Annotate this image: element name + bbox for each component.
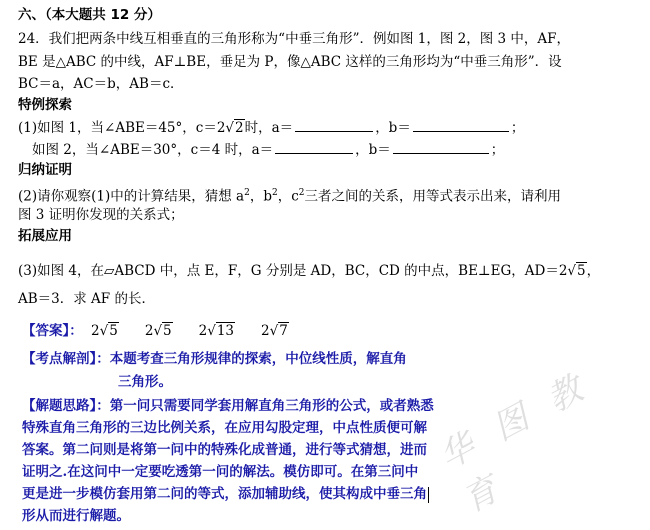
answer-values [87, 323, 289, 339]
problem-line-1: 24．我们把两条中线互相垂直的三角形称为“中垂三角形”．例如图 1，图 2，图 3 中，AF， [18, 31, 571, 47]
approach-line-4: 证明之.在这问中一定要吃透第一问的解法。模仿即可。在第三问中 [22, 464, 419, 480]
analysis-text-1: 本题考查三角形规律的探索，中位线性质，解直角 [109, 351, 407, 367]
heading-special: 特例探索 [18, 97, 72, 113]
q1-part1-prefix: (1)如图 1，当∠ABE＝45°，c＝2 [18, 120, 226, 136]
q2-line-1 [18, 184, 561, 206]
q2-text-d: 三者之间的关系，用等式表示出来，请利用 [304, 188, 562, 205]
answer-radicand: 5 [163, 323, 172, 339]
sqrt-symbol: √5 [153, 323, 172, 339]
q2-text-a: (2)请你观察(1)中的计算结果，猜想 a [18, 188, 245, 205]
q1-part1 [18, 119, 524, 137]
answer-value [199, 323, 235, 339]
section-number: 六、 [18, 7, 45, 23]
sqrt-symbol: √13 [207, 323, 235, 339]
answer-label: 【答案】： [22, 323, 83, 339]
answer-blank-a2[interactable] [275, 141, 353, 154]
problem-line-2: BE 是△ABC 的中线，AF⊥BE，垂足为 P，像△ABC 这样的三角形均为“中垂三角形”．设 [18, 54, 562, 70]
analysis-label: 【考点解剖】： [22, 351, 110, 367]
sqrt-symbol: √2 [225, 120, 244, 136]
answer-coefficient: 2 [198, 323, 208, 339]
q1-part1-mid: 时，a＝ [244, 120, 294, 136]
approach-line-1 [22, 397, 434, 415]
q2-text-c: ，c [277, 188, 299, 205]
answer-blank-b1[interactable] [413, 119, 509, 132]
heading-induction: 归纳证明 [18, 162, 72, 178]
heading-extension: 拓展应用 [18, 228, 72, 244]
answer-radicand: 5 [109, 323, 118, 339]
answer-radicand: 7 [279, 323, 288, 339]
approach-line-3: 答案。第二问则是将第一问中的特殊化成普通，进行等式猜想，进而 [22, 442, 427, 458]
sqrt-symbol: √5 [99, 323, 118, 339]
q1-part2-end: ； [490, 142, 505, 158]
answer-coefficient: 2 [144, 323, 154, 339]
approach-label: 【解题思路】： [22, 398, 110, 414]
text-cursor [428, 487, 429, 503]
superscript: 2 [271, 188, 278, 198]
superscript: 2 [298, 188, 305, 198]
approach-line-6: 形从而进行解题。 [22, 508, 130, 524]
q2-line-2: 图 3 证明你发现的关系式； [18, 207, 184, 223]
q1-part1-b: ，b＝ [375, 120, 411, 136]
q1-radicand: 2 [235, 120, 244, 136]
q2-text-b: ，b [249, 188, 272, 205]
q3-text-end: ， [586, 263, 601, 279]
answer-blank-a1[interactable] [295, 119, 373, 132]
q3-radicand: 5 [577, 263, 586, 279]
analysis-line-2: 三角形。 [118, 374, 172, 390]
q1-part1-end: ； [510, 120, 525, 136]
watermark-logo: 华 图 教 育 [433, 365, 597, 521]
approach-line-5 [22, 485, 429, 503]
answer-value [145, 323, 173, 339]
answer-radicand: 13 [216, 323, 235, 339]
problem-line-3: BC＝a，AC＝b，AB＝c． [18, 76, 184, 92]
section-score-note: （本大题共 12 分） [45, 7, 161, 23]
answer-blank-b2[interactable] [393, 141, 489, 154]
q3-text-a: (3)如图 4，在▱ABCD 中，点 E，F，G 分别是 AD，BC，CD 的中点，BE⊥EG，AD＝2 [18, 263, 568, 279]
answer-coefficient: 2 [91, 323, 100, 339]
approach-text-1: 第一问只需要同学套用解直角三角形的公式，或者熟悉 [109, 398, 434, 414]
q3-line-2: AB＝3．求 AF 的长． [18, 291, 155, 307]
q3-line-1 [18, 262, 600, 280]
sqrt-symbol: √5 [567, 263, 586, 279]
answer-value [91, 323, 119, 339]
q1-part2-prefix: 如图 2，当∠ABE＝30°，c＝4 时，a＝ [32, 142, 274, 158]
q1-part2 [32, 141, 504, 159]
sqrt-symbol: √7 [269, 323, 288, 339]
answer-line [22, 322, 289, 340]
answer-coefficient: 2 [261, 323, 270, 339]
analysis-line-1 [22, 350, 407, 368]
superscript: 2 [244, 188, 250, 198]
approach-text-5: 更是进一步模仿套用第二问的等式，添加辅助线，使其构成中垂三角 [22, 486, 427, 502]
answer-value [261, 323, 289, 339]
q1-part2-b: ，b＝ [355, 142, 391, 158]
approach-line-2: 特殊直角三角形的三边比例关系，在应用勾股定理，中点性质便可解 [22, 420, 427, 436]
section-header [18, 6, 161, 24]
